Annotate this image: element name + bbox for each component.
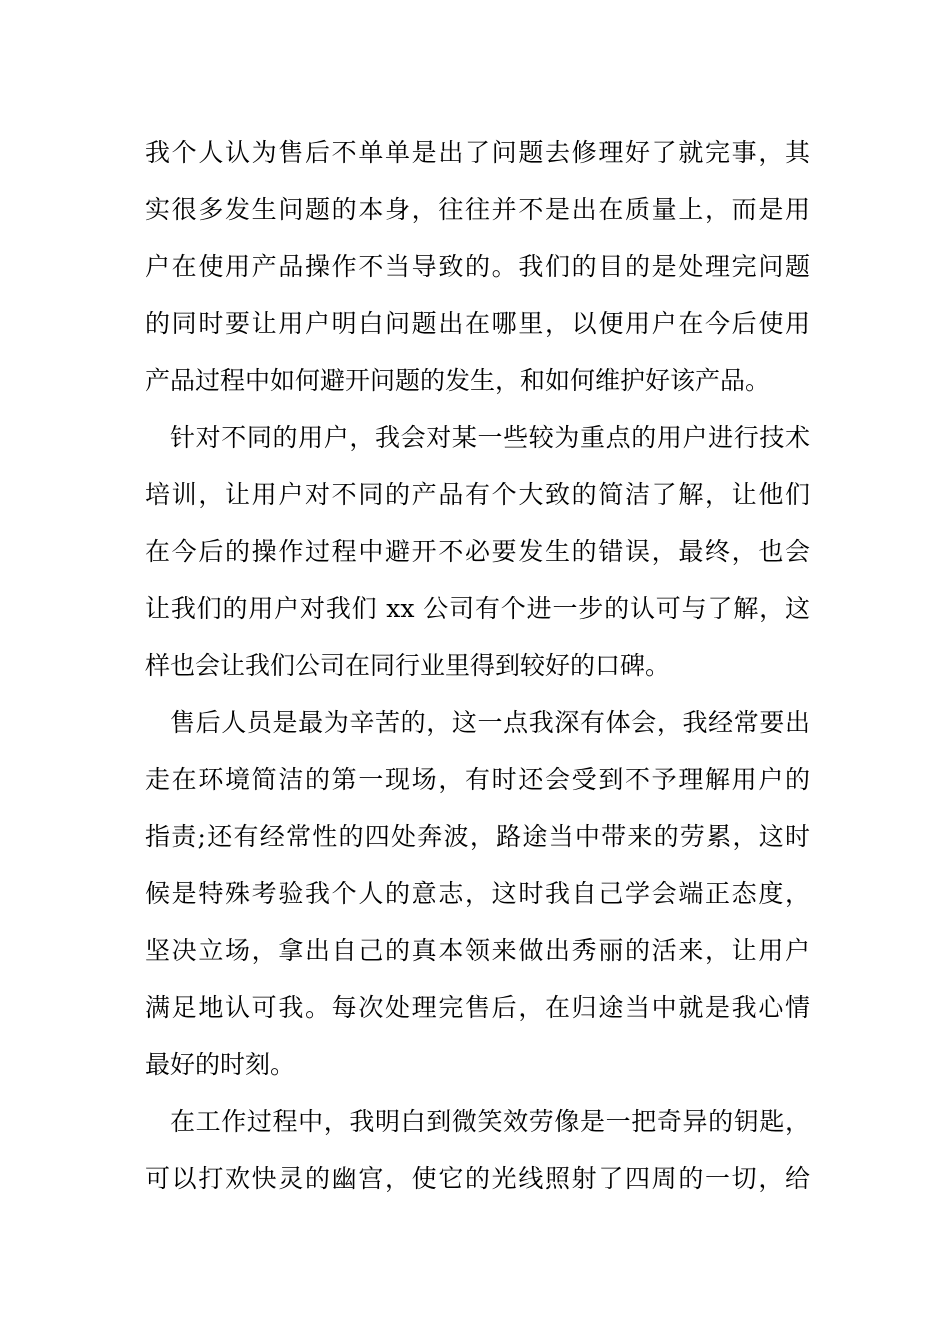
text-line: 培训，让用户对不同的产品有个大致的简洁了解，让他们 — [145, 480, 810, 509]
text-line: 在工作过程中，我明白到微笑效劳像是一把奇异的钥匙， — [170, 1107, 810, 1136]
text-line: 可以打欢快灵的幽宫，使它的光线照射了四周的一切，给 — [145, 1164, 810, 1193]
text-line: 走在环境简洁的第一现场，有时还会受到不予理解用户的 — [145, 765, 810, 794]
text-line: 的同时要让用户明白问题出在哪里，以便用户在今后使用 — [145, 309, 810, 338]
text-line: 实很多发生问题的本身，往往并不是出在质量上，而是用 — [145, 195, 810, 224]
text-line: 产品过程中如何避开问题的发生，和如何维护好该产品。 — [145, 366, 771, 395]
text-line: 我个人认为售后不单单是出了问题去修理好了就完事，其 — [145, 138, 810, 167]
text-line: 户在使用产品操作不当导致的。我们的目的是处理完问题 — [145, 252, 810, 281]
text-line: 售后人员是最为辛苦的，这一点我深有体会，我经常要出 — [170, 708, 810, 737]
text-line: 坚决立场，拿出自己的真本领来做出秀丽的活来，让用户 — [145, 936, 810, 965]
text-line: 样也会让我们公司在同行业里得到较好的口碑。 — [145, 651, 671, 680]
text-line: 满足地认可我。每次处理完售后，在归途当中就是我心情 — [145, 993, 810, 1022]
text-line: 让我们的用户对我们 xx 公司有个进一步的认可与了解，这 — [145, 594, 810, 623]
text-line: 候是特殊考验我个人的意志，这时我自己学会端正态度， — [145, 879, 810, 908]
text-line: 在今后的操作过程中避开不必要发生的错误，最终，也会 — [145, 537, 810, 566]
text-line: 指责;还有经常性的四处奔波，路途当中带来的劳累，这时 — [145, 822, 810, 851]
text-line: 最好的时刻。 — [145, 1050, 296, 1079]
text-line: 针对不同的用户，我会对某一些较为重点的用户进行技术 — [170, 423, 810, 452]
